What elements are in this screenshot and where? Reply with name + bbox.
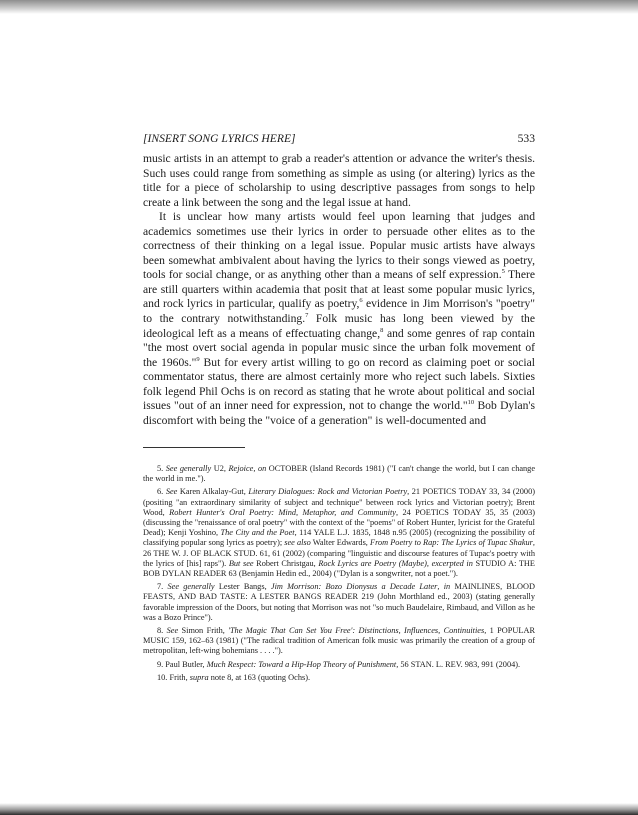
footnote-text: Lester Bangs,: [214, 582, 271, 592]
citation-signal: See: [166, 626, 179, 636]
paragraph-2-text: There are still quarters within academia that posit that at least some popular music lyrics, and rock lyrics in particular, qualify as poetry,: [143, 268, 535, 311]
footnote-text: Paul Butler,: [163, 659, 207, 669]
footnote-text: Robert Christgau,: [253, 558, 319, 568]
footnote-8: [143, 626, 535, 657]
paragraph-2-text: Folk music has long been viewed by the ideological left as a means of effectuating change,: [143, 312, 535, 340]
footnote-ref-10: 10: [467, 399, 475, 407]
work-title: From Poetry to Rap: The Lyrics of Tupac Shakur: [370, 538, 533, 548]
page-number: 533: [517, 132, 535, 145]
footnote-ref-8: 8: [380, 326, 384, 334]
paragraph-2-text: It is unclear how many artists would feel upon learning that judges and academics sometimes use their lyrics in order to persuade other elites as to the correctness of their thinking on a legal issue. Popular music artists have always been somewhat ambivalent about having the lyrics to their songs viewed as poetry, tools for social change, or as anything other than a means of self expression.: [143, 210, 535, 282]
footnote-ref-7: 7: [305, 312, 309, 320]
citation-signal: See generally: [167, 582, 215, 592]
work-title: 'The Magic That Can Set You Free': Distinctions, Influences, Continuities: [228, 626, 485, 636]
footnote-number: 5.: [157, 464, 164, 473]
footnote-10: [143, 673, 535, 683]
footnote-5: [143, 464, 535, 484]
footnote-text: U2,: [211, 464, 229, 473]
citation-signal: See generally: [165, 464, 212, 473]
work-title: Jim Morrison: Bozo Dionysus a Decade Later: [270, 582, 438, 592]
citation-signal: See: [165, 487, 178, 497]
scan-top-edge: [0, 0, 638, 14]
footnote-text: ,: [426, 558, 432, 568]
work-title: Rock Lyrics are Poetry (Maybe): [318, 558, 427, 568]
footnote-ref-5: 5: [501, 268, 505, 276]
footnote-6: [143, 487, 535, 579]
footnote-text: OCTOBER (Island Records 1981) ("I can't change the world, but I can change the world in me.").: [143, 464, 536, 484]
footnote-text: , 26 THE W. J. OF BLACK STUD. 61, 61 (2002) (comparing "linguistic and discourse features of Tupac's poetry with the lyrics of [his] raps").: [143, 538, 535, 568]
footnote-text: Frith,: [167, 672, 190, 682]
footnote-text: Simon Frith,: [178, 626, 229, 636]
paragraph-2-text: and some genres of rap contain "the most overt social agenda in popular music since the urban folk movement of the 1960s.": [143, 326, 535, 369]
footnote-text: note 8, at 163 (quoting Ochs).: [208, 672, 311, 682]
work-title: Rejoice: [228, 464, 254, 473]
paragraph-1: music artists in an attempt to grab a reader's attention or advance the writer's thesis. Such uses could range from something as simple as using (or altering) lyrics as the title for a piece of scholarship to using descriptive passages from songs to help create a link between the song and the legal issue at hand.: [143, 152, 535, 209]
work-title: supra: [189, 672, 209, 682]
footnote-number: 7.: [157, 582, 164, 592]
paragraph-2-text: evidence in Jim Morrison's "poetry" to the contrary notwithstanding.: [143, 297, 535, 326]
footnote-text: Karen Alkalay-Gut,: [177, 487, 249, 497]
citation-signal: excerpted in: [431, 558, 473, 568]
paragraph-2: [143, 210, 535, 428]
footnote-text: ,: [437, 582, 444, 592]
footnote-number: 8.: [157, 626, 164, 636]
footnote-ref-6: 6: [359, 297, 363, 305]
citation-signal: But see: [228, 558, 254, 568]
footnote-separator: [143, 447, 245, 448]
footnote-number: 10.: [157, 672, 168, 682]
citation-signal: in: [443, 582, 451, 592]
footnote-7: [143, 582, 535, 623]
footnotes: [143, 464, 535, 686]
citation-signal: on: [257, 464, 267, 473]
paragraph-2-text: But for every artist willing to go on record as claiming poet or social commentator status, there are almost certainly more who reject such labels. Sixties folk legend Phil Ochs is on record as stating that he wrote about political and social issues "out of an inner need for expression, not to change the world.": [143, 355, 535, 413]
footnote-number: 9.: [157, 659, 164, 669]
footnote-text: Walter Edwards,: [310, 538, 370, 548]
main-text: [143, 152, 535, 428]
footnote-text: , 114 YALE L.J. 1835, 1848 n.95 (2005) (recognizing the possibility of classifying popular song lyrics as poetry);: [143, 528, 535, 548]
footnote-text: , 21 POETICS TODAY 33, 34 (2000) (positing "an extraordinary similarity of subject and technique" between rock lyrics and Victorian poetry); Brent Wood,: [143, 487, 535, 517]
work-title: Literary Dialogues: Rock and Victorian Poetry: [248, 487, 408, 497]
running-title: [INSERT SONG LYRICS HERE]: [143, 132, 296, 145]
work-title: Robert Hunter's Oral Poetry: Mind, Metaphor, and Community: [169, 507, 396, 517]
footnote-number: 6.: [157, 487, 164, 497]
footnote-text: , 56 STAN. L. REV. 983, 991 (2004).: [396, 659, 521, 669]
footnote-text: STUDIO A: THE BOB DYLAN READER 63 (Benjamin Hedin ed., 2004) ("Dylan is a songwriter, not a poet.").: [143, 558, 535, 579]
footnote-text: , 1 POPULAR MUSIC 159, 162–63 (1981) ("The radical tradition of American folk music was primarily the creation of a group of metropolitan, left-wing bohemians . . . .").: [143, 626, 535, 656]
footnote-text: ,: [253, 464, 258, 473]
work-title: The City and the Poet: [220, 528, 295, 538]
citation-signal: see also: [284, 538, 311, 548]
footnote-text: MAINLINES, BLOOD FEASTS, AND BAD TASTE: A LESTER BANGS READER 219 (John Morthland ed., 2003) (stating generally favorable impression of the Doors, but noting that Morrison was not "so much Baudelaire, Rimbaud, and Villon as he was a Bozo Prince").: [143, 582, 535, 622]
scan-bottom-edge: [0, 803, 638, 815]
footnote-ref-9: 9: [196, 355, 200, 363]
footnote-text: , 24 POETICS TODAY 35, 35 (2003) (discussing the "renaissance of oral poetry" with the context of the "poems" of Robert Hunter, lyricist for the Grateful Dead); Kenji Yoshino,: [143, 507, 535, 538]
footnote-9: [143, 660, 535, 670]
work-title: Much Respect: Toward a Hip-Hop Theory of Punishment: [206, 659, 397, 669]
paragraph-2-text: Bob Dylan's discomfort with being the "voice of a generation" is well-documented and: [143, 399, 535, 427]
